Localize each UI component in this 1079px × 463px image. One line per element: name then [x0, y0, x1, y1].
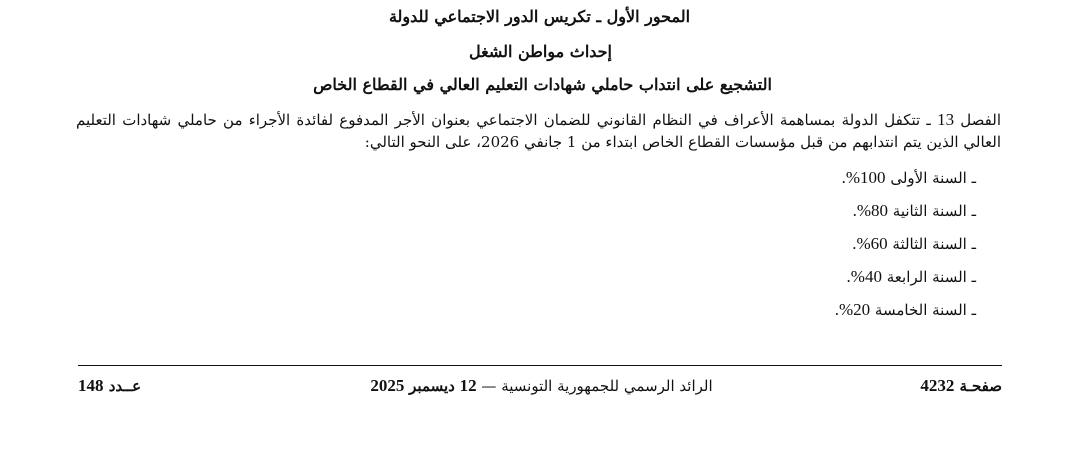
- gazette-header: [2, 375, 1079, 397]
- rate-value: 20%.: [834, 300, 871, 319]
- year-label: ـ السنة الأولى: [890, 169, 976, 187]
- issue-number-value: 148: [78, 376, 104, 395]
- issue-label: عــدد: [108, 377, 142, 395]
- year-label: ـ السنة الرابعة: [886, 268, 976, 286]
- list-item: [835, 298, 976, 331]
- axis-title: المحور الأول ـ تكريس الدور الاجتماعي للدولة: [388, 7, 691, 26]
- year-label: ـ السنة الثالثة: [892, 235, 976, 253]
- rate-value: 40%.: [846, 267, 882, 286]
- section-title: إحداث مواطن الشغل: [468, 42, 612, 61]
- date-month: ديسمبر: [409, 377, 455, 395]
- page-label: صفحـة: [959, 377, 1002, 395]
- rate-value: 60%.: [852, 234, 888, 253]
- page-number-value: 4232: [920, 376, 955, 395]
- article-text: ـ تتكفل الدولة بمساهمة الأعراف في النظام القانوني للضمان الاجتماعي بعنوان الأجر المدفوع لفائدة الأجراء من حاملي شهادات التعليم العالي الذين يتم انتدابهم من قبل مؤسسات القطاع الخاص ابتداء من 1 جانفي 2026، على النحو التالي:: [76, 111, 1001, 151]
- year-label: ـ السنة الخامسة: [874, 301, 976, 319]
- article-number: 13: [937, 110, 955, 129]
- year-label: ـ السنة الثانية: [892, 202, 976, 220]
- issue-number: [78, 375, 141, 397]
- date-year: 2025: [370, 376, 405, 395]
- list-item: [835, 166, 976, 199]
- article-paragraph: [76, 109, 1001, 153]
- list-item: [835, 199, 976, 232]
- date-day: 12: [459, 376, 477, 395]
- gazette-name: الرائد الرسمي للجمهورية التونسية —: [481, 377, 713, 395]
- contribution-schedule: [835, 166, 976, 331]
- footer-divider: [78, 365, 1002, 366]
- subsection-title: التشجيع على انتداب حاملي شهادات التعليم العالي في القطاع الخاص: [313, 75, 772, 94]
- list-item: [835, 265, 976, 298]
- rate-value: 80%.: [852, 201, 889, 220]
- article-label: الفصل: [960, 111, 1001, 129]
- rate-value: 100%.: [841, 168, 886, 187]
- list-item: [835, 232, 976, 265]
